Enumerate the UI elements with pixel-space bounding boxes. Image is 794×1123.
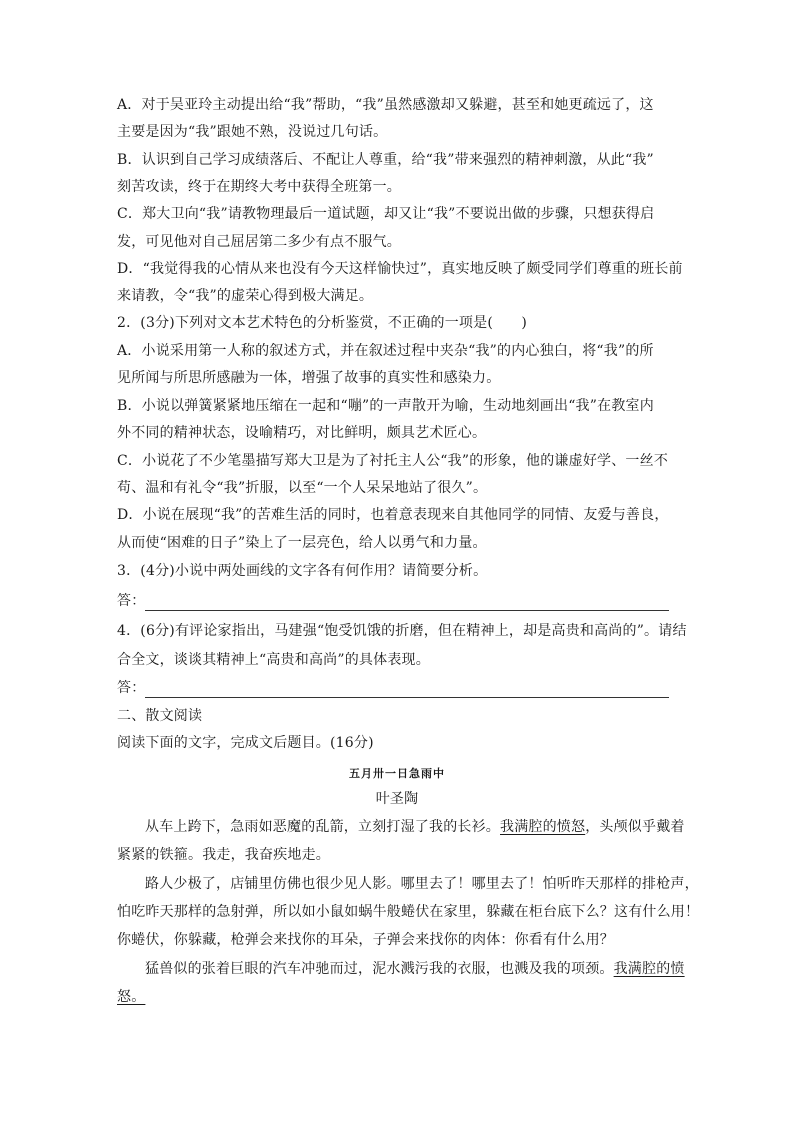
- p1-underlined-text: 我满腔的愤怒: [500, 819, 586, 835]
- question-2: 2．(3分)下列对文本艺术特色的分析鉴赏，不正确的一项是( ): [117, 315, 528, 331]
- option-d-line-1: D．“我觉得我的心情从来也没有今天这样愉快过”，真实地反映了颇受同学们尊重的班长前: [117, 261, 683, 277]
- paragraph-2-line-1: 路人少极了，店铺里仿佛也很少见人影。哪里去了！哪里去了！怕听昨天那样的排枪声，: [145, 876, 699, 892]
- q2-option-b-line-2: 外不同的精神状态，设喻精巧，对比鲜明，颇具艺术匠心。: [117, 425, 487, 441]
- option-c-line-1: C．郑大卫向“我”请教物理最后一道试题，却又让“我”不要说出做的步骤，只想获得启: [117, 206, 655, 222]
- paragraph-1-line-2: 紧紧的铁箍。我走，我奋疾地走。: [117, 847, 330, 863]
- q2-option-b-line-1: B．小说以弹簧紧紧地压缩在一起和“嘣”的一声散开为喻，生动地刻画出“我”在教室内: [117, 398, 654, 414]
- q2-option-d-line-2: 从而使“困难的日子”染上了一层亮色，给人以勇气和力量。: [117, 535, 487, 551]
- q2-option-d-line-1: D．小说在展现“我”的苦难生活的同时，也着意表现来自其他同学的同情、友爱与善良，: [117, 507, 669, 523]
- essay-author: 叶圣陶: [375, 791, 419, 807]
- q2-option-a-line-2: 见所闻与所思所感融为一体，增强了故事的真实性和感染力。: [117, 370, 501, 386]
- question-4-line-1: 4．(6分)有评论家指出，马建强“饱受饥饿的折磨，但在精神上，却是高贵和高尚的”。请结: [117, 623, 687, 639]
- p1-text-tail: ，头颅似乎戴着: [585, 819, 685, 835]
- answer-3-blank[interactable]: [145, 596, 669, 611]
- q2-option-c-line-1: C．小说花了不少笔墨描写郑大卫是为了衬托主人公“我”的形象，他的谦虚好学、一丝不: [117, 453, 669, 469]
- paragraph-2-line-3: 你蜷伏，你躲藏，枪弹会来找你的耳朵，子弹会来找你的肉体：你看有什么用？: [117, 932, 614, 948]
- q2-option-c-line-2: 苟、温和有礼令“我”折服，以至“一个人呆呆地站了很久”。: [117, 480, 488, 496]
- question-3: 3．(4分)小说中两处画线的文字各有何作用？请简要分析。: [117, 563, 488, 579]
- p3-underlined-text-end: 怒。: [117, 989, 146, 1005]
- p1-text: 从车上跨下，急雨如恶魔的乱箭，立刻打湿了我的长衫。: [145, 819, 500, 835]
- option-c-line-2: 发，可见他对自己屈居第二多少有点不服气。: [117, 234, 401, 250]
- answer-4-label: 答：: [117, 680, 146, 696]
- answer-3-row: [117, 591, 669, 611]
- option-a-line-2: 主要是因为“我”跟她不熟，没说过几句话。: [117, 124, 388, 140]
- paragraph-2-line-2: 怕吃昨天那样的急射弹，所以如小鼠如蜗牛般蜷伏在家里，躲藏在柜台底下么？这有什么用！: [117, 904, 700, 920]
- p3-underlined-text: 我满腔的愤: [613, 961, 685, 977]
- answer-3-label: 答：: [117, 593, 146, 609]
- q2-option-a-line-1: A．小说采用第一人称的叙述方式，并在叙述过程中夹杂“我”的内心独白，将“我”的所: [117, 343, 654, 359]
- answer-4-row: [117, 678, 669, 698]
- paragraph-3-line-2: [117, 987, 145, 1007]
- essay-title: 五月卅一日急雨中: [349, 767, 445, 780]
- paragraph-3-line-1: [145, 959, 685, 979]
- option-b-line-2: 刻苦攻读，终于在期终大考中获得全班第一。: [117, 179, 401, 195]
- answer-4-blank[interactable]: [145, 683, 669, 698]
- option-a-line-1: A．对于吴亚玲主动提出给“我”帮助，“我”虽然感激却又躲避，甚至和她更疏远了，这: [117, 97, 654, 113]
- option-b-line-1: B．认识到自己学习成绩落后、不配让人尊重，给“我”带来强烈的精神刺激，从此“我”: [117, 152, 654, 168]
- p3-text: 猛兽似的张着巨眼的汽车冲驰而过，泥水溅污我的衣服，也溅及我的项颈。: [145, 961, 614, 977]
- question-4-line-2: 合全文，谈谈其精神上“高贵和高尚”的具体表现。: [117, 652, 430, 668]
- paragraph-1-line-1: [145, 817, 685, 837]
- section-heading: 二、散文阅读: [117, 708, 203, 724]
- option-d-line-2: 来请教，令“我”的虚荣心得到极大满足。: [117, 288, 374, 304]
- section-instruction: 阅读下面的文字，完成文后题目。(16分): [117, 735, 374, 751]
